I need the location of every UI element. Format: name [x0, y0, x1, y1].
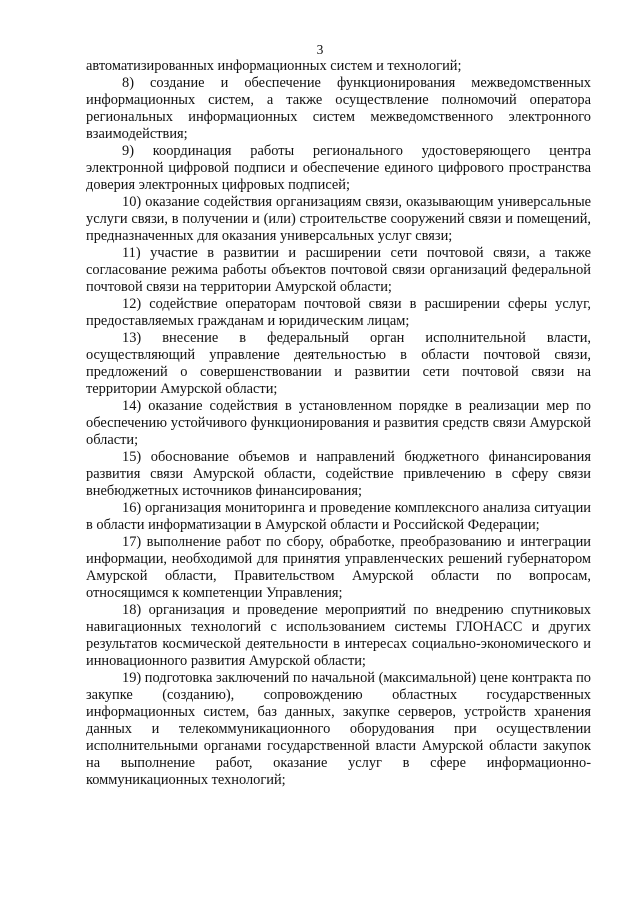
document-body: [86, 58, 591, 789]
list-item-19: 19) подготовка заключений по начальной (максимальной) цене контракта по закупке (созданию), сопровождению областных государственных информационных систем, баз данных, закупке серверов, устройств хранения данных и телекоммуникационного оборудования при осуществлении исполнительными органами государственной власти Амурской области закупок на выполнение работ, оказание услуг в сфере информационно-коммуникационных технологий;: [86, 670, 591, 788]
list-item-11: 11) участие в развитии и расширении сети почтовой связи, а также согласование режима работы объектов почтовой связи организаций федеральной почтовой связи на территории Амурской области;: [86, 245, 591, 295]
list-item-9: 9) координация работы регионального удостоверяющего центра электронной цифровой подписи и обеспечение единого цифрового пространства доверия электронных цифровых подписей;: [86, 143, 591, 193]
list-item-18: 18) организация и проведение мероприятий по внедрению спутниковых навигационных технологий с использованием системы ГЛОНАСС и других результатов космической деятельности в интересах социально-экономического и инновационного развития Амурской области;: [86, 602, 591, 669]
paragraph-continuation: автоматизированных информационных систем и технологий;: [86, 58, 462, 74]
list-item-15: 15) обоснование объемов и направлений бюджетного финансирования развития связи Амурской области, содействие привлечению в сферу связи внебюджетных источников финансирования;: [86, 449, 591, 499]
list-item-10: 10) оказание содействия организациям связи, оказывающим универсальные услуги связи, в получении и (или) строительстве сооружений связи и помещений, предназначенных для оказания универсальных услуг связи;: [86, 194, 591, 244]
list-item-12: 12) содействие операторам почтовой связи в расширении сферы услуг, предоставляемых гражданам и юридическим лицам;: [86, 296, 591, 329]
page-number: 3: [316, 42, 324, 57]
list-item-13: 13) внесение в федеральный орган исполнительной власти, осуществляющий управление деятельностью в области почтовой связи, предложений о совершенствовании и развитии сети почтовой связи на территории Амурской области;: [86, 330, 591, 397]
list-item-8: 8) создание и обеспечение функционирования межведомственных информационных систем, а также осуществление полномочий оператора региональных информационных систем межведомственного электронного взаимодействия;: [86, 75, 591, 142]
list-item-14: 14) оказание содействия в установленном порядке в реализации мер по обеспечению устойчивого функционирования и развития средств связи Амурской области;: [86, 398, 591, 448]
list-item-16: 16) организация мониторинга и проведение комплексного анализа ситуации в области информатизации в Амурской области и Российской Федерации;: [86, 500, 591, 533]
list-item-17: 17) выполнение работ по сбору, обработке, преобразованию и интеграции информации, необходимой для принятия управленческих решений губернатором Амурской области, Правительством Амурской области по вопросам, относящимся к компетенции Управления;: [86, 534, 591, 601]
